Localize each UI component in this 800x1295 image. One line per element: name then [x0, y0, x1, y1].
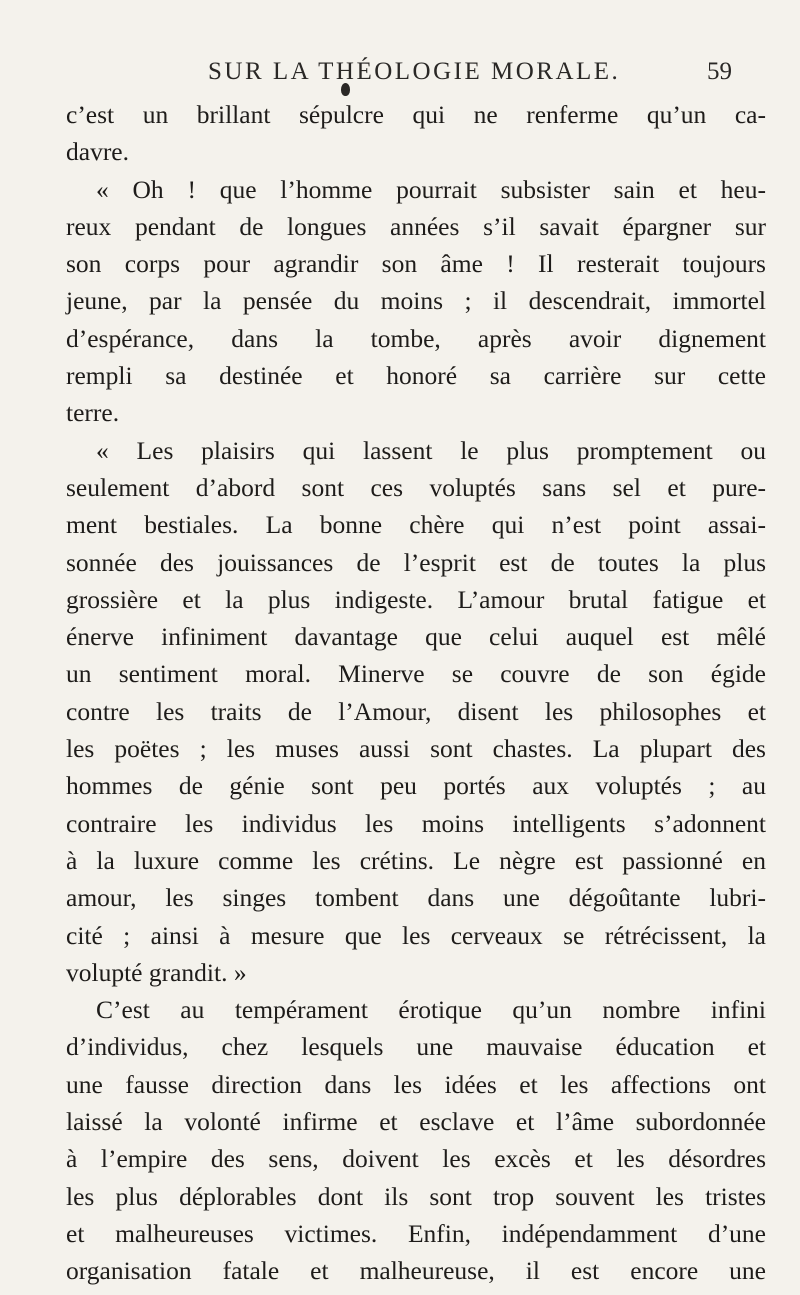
- body-text: [66, 96, 766, 1290]
- running-header: [58, 58, 760, 94]
- text-line: hommes de génie sont peu portés aux voluptés ; au: [66, 771, 766, 801]
- text-line: un sentiment moral. Minerve se couvre de son égide: [66, 659, 766, 689]
- text-line: jeune, par la pensée du moins ; il descendrait, immortel: [66, 286, 766, 316]
- page-number: 59: [707, 58, 732, 85]
- text-line: à l’empire des sens, doivent les excès et les désordres: [66, 1144, 766, 1174]
- text-line: une fausse direction dans les idées et les affections ont: [66, 1069, 766, 1099]
- text-line: terre.: [66, 398, 120, 428]
- text-line: d’espérance, dans la tombe, après avoir dignement: [66, 323, 766, 353]
- text-line: c’est un brillant sépulcre qui ne renferme qu’un ca-: [66, 100, 766, 129]
- text-line: reux pendant de longues années s’il savait épargner sur: [66, 211, 766, 241]
- text-line: davre.: [66, 137, 130, 167]
- text-line: contraire les individus les moins intelligents s’adonnent: [66, 808, 766, 838]
- text-line: grossière et la plus indigeste. L’amour brutal fatigue et: [66, 584, 766, 614]
- text-line: contre les traits de l’Amour, disent les philosophes et: [66, 696, 766, 726]
- text-line: à la luxure comme les crétins. Le nègre est passionné en: [66, 845, 766, 875]
- text-line: rempli sa destinée et honoré sa carrière sur cette: [66, 361, 766, 391]
- text-line: d’individus, chez lesquels une mauvaise éducation et: [66, 1032, 766, 1062]
- text-line: amour, les singes tombent dans une dégoûtante lubri-: [66, 883, 766, 913]
- text-line: sonnée des jouissances de l’esprit est de toutes la plus: [66, 547, 766, 577]
- text-line: volupté grandit. »: [66, 957, 247, 987]
- text-line: les poëtes ; les muses aussi sont chastes. La plupart des: [66, 734, 766, 764]
- text-line: ment bestiales. La bonne chère qui n’est point assai-: [66, 510, 766, 540]
- text-line: et malheureuses victimes. Enfin, indépendamment d’une: [66, 1218, 766, 1248]
- text-line: les plus déplorables dont ils sont trop souvent les tristes: [66, 1181, 766, 1211]
- text-line: énerve infiniment davantage que celui auquel est mêlé: [66, 622, 766, 652]
- text-line: seulement d’abord sont ces voluptés sans sel et pure-: [66, 472, 766, 502]
- text-line: organisation fatale et malheureuse, il est encore une: [66, 1256, 766, 1286]
- text-line: laissé la volonté infirme et esclave et l’âme subordonnée: [66, 1107, 766, 1137]
- text-line: son corps pour agrandir son âme ! Il resterait toujours: [66, 249, 766, 279]
- text-line: « Oh ! que l’homme pourrait subsister sain et heu-: [96, 174, 766, 204]
- text-line: C’est au tempérament érotique qu’un nombre infini: [96, 995, 766, 1025]
- text-line: « Les plaisirs qui lassent le plus promptement ou: [96, 435, 766, 465]
- text-line: cité ; ainsi à mesure que les cerveaux se rétrécissent, la: [66, 920, 766, 950]
- running-title: SUR LA THÉOLOGIE MORALE.: [208, 58, 621, 85]
